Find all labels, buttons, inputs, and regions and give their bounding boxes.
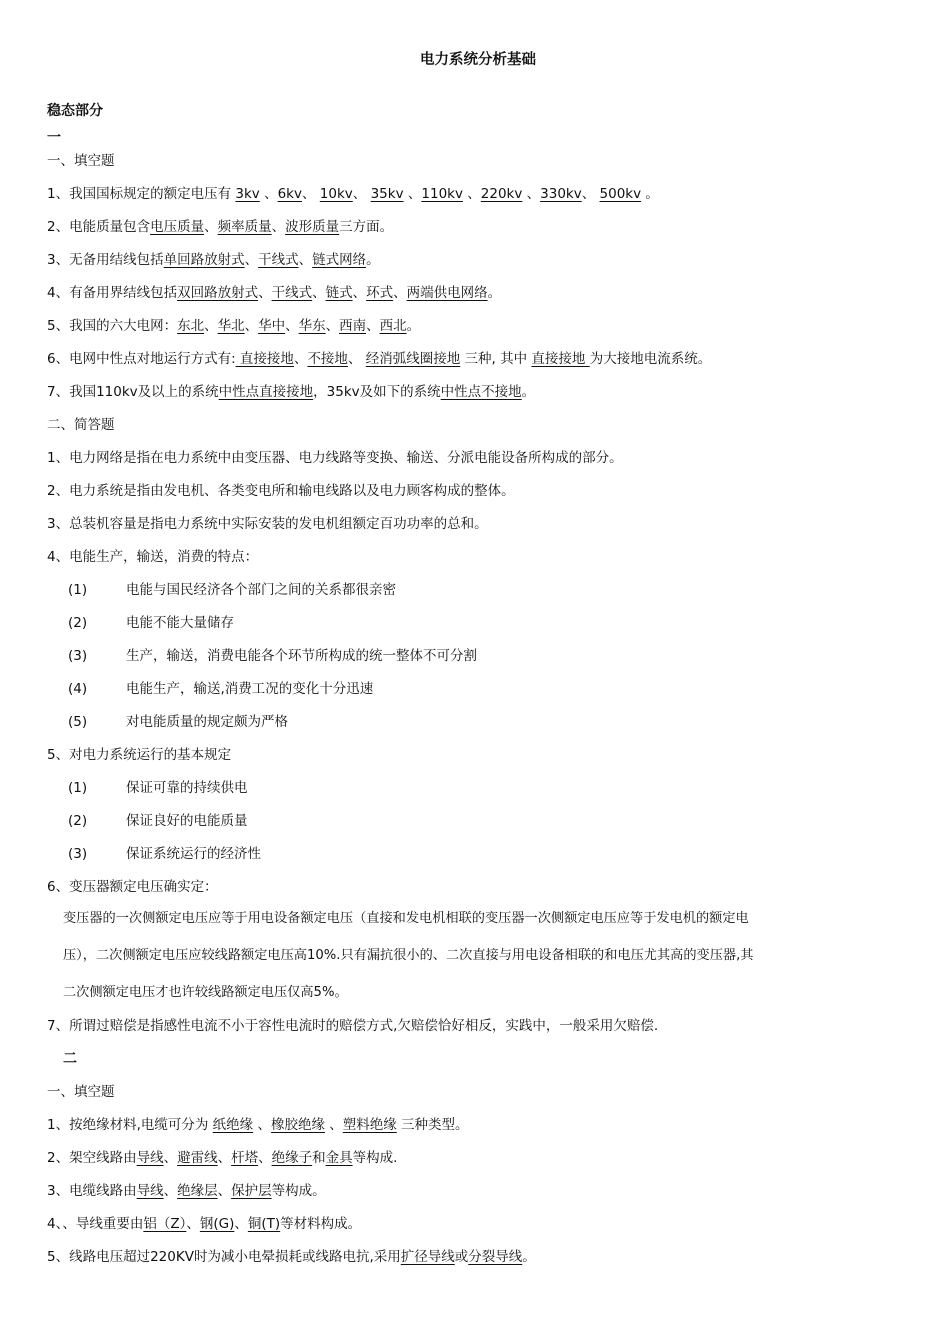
question-text: 。 <box>521 384 536 400</box>
underlined-answer: 中性点直接接地 <box>218 384 314 400</box>
underlined-answer: 塑料绝缘 <box>342 1117 397 1133</box>
question-text: 、 <box>244 318 259 334</box>
underlined-answer: 经消弧线圈接地 <box>365 351 461 367</box>
answer-text: 1、电力网络是指在电力系统中由变压器、电力线路等变换、输送、分派电能设备所构成的部分。 <box>47 450 623 466</box>
question-text: 。 <box>406 318 421 334</box>
question-text: 、 <box>217 1183 232 1199</box>
underlined-answer: 杆塔 <box>231 1150 259 1166</box>
question-text: 。 <box>641 186 659 202</box>
section-heading: 一、填空题 <box>47 1084 115 1100</box>
fill-question <box>47 349 711 369</box>
question-text: 、 <box>285 318 299 334</box>
list-item-text: 保证良好的电能质量 <box>126 813 248 829</box>
question-text: 、 <box>462 186 481 202</box>
question-text: 、 <box>204 219 218 235</box>
question-text: 2、架空线路由 <box>47 1150 137 1166</box>
fill-question <box>47 1115 469 1135</box>
part-heading: 稳态部分 <box>47 103 103 119</box>
list-item-text: 对电能质量的规定颇为严格 <box>126 714 288 730</box>
question-text: 、 <box>403 186 422 202</box>
page-title: 电力系统分析基础 <box>420 52 536 68</box>
question-text: 7、我国110kv及以上的系统 <box>47 384 219 400</box>
question-text: 、 <box>244 252 259 268</box>
question-text: 、 <box>204 318 218 334</box>
underlined-answer: 华中 <box>258 318 286 334</box>
underlined-answer: 金具 <box>325 1150 353 1166</box>
question-text: 等构成. <box>352 1150 398 1166</box>
underlined-answer: 铜(T) <box>247 1216 281 1232</box>
paragraph-line: 压），二次侧额定电压应较线路额定电压高10%.只有漏抗很小的、二次直接与用电设备相联的和电压尤其高的变压器,其 <box>63 948 754 963</box>
question-text: 、 <box>302 186 320 202</box>
question-text: 、 <box>352 186 371 202</box>
list-item-text: 生产，输送，消费电能各个环节所构成的统一整体不可分割 <box>126 648 477 664</box>
list-item-text: 电能不能大量储存 <box>126 615 234 631</box>
paragraph-line: 二次侧额定电压才也许较线路额定电压仅高5%。 <box>63 985 348 1000</box>
underlined-answer: 绝缘层 <box>177 1183 218 1199</box>
list-item <box>68 580 396 600</box>
question-text: 6、电网中性点对地运行方式有: <box>47 351 236 367</box>
question-text: 1、我国国标规定的额定电压有 <box>47 186 236 202</box>
question-text: 、 <box>312 285 326 301</box>
question-text: 、 <box>259 186 278 202</box>
underlined-answer: 分裂导线 <box>468 1249 523 1265</box>
question-text: 、 <box>163 1183 178 1199</box>
paragraph-line: 变压器的一次侧额定电压应等于用电设备额定电压（直接和发电机相联的变压器一次侧额定电压应等于发电机的额定电 <box>63 911 749 926</box>
underlined-answer: 3kv <box>235 186 260 202</box>
answer-text: 5、对电力系统运行的基本规定 <box>47 747 232 763</box>
question-text: 3、电缆线路由 <box>47 1183 137 1199</box>
underlined-answer: 干线式 <box>271 285 313 301</box>
underlined-answer: 6kv <box>277 186 302 202</box>
underlined-answer: 两端供电网络 <box>406 285 488 301</box>
underlined-answer: 绝缘子 <box>271 1150 313 1166</box>
question-text: 、 <box>217 1150 232 1166</box>
underlined-answer: 电压质量 <box>150 219 205 235</box>
list-item <box>68 613 234 633</box>
list-item-text: 保证可靠的持续供电 <box>126 780 248 796</box>
underlined-answer: 500kv <box>599 186 642 202</box>
fill-question <box>47 316 420 336</box>
underlined-answer: 双回路放射式 <box>177 285 259 301</box>
list-item-text: 电能生产，输送,消费工况的变化十分迅速 <box>126 681 374 697</box>
underlined-answer: 直接接地 <box>235 351 294 367</box>
list-item <box>68 811 248 831</box>
fill-question <box>47 1214 361 1234</box>
underlined-answer: 扩径导线 <box>400 1249 455 1265</box>
fill-question <box>47 283 501 303</box>
question-text: 、 <box>234 1216 248 1232</box>
list-item <box>68 679 373 699</box>
list-item-number: (1) <box>68 780 88 796</box>
list-item-number: (5) <box>68 714 88 730</box>
question-text: 、 <box>522 186 541 202</box>
underlined-answer: 10kv <box>319 186 353 202</box>
list-item-number: (2) <box>68 615 88 631</box>
question-text: 、 <box>258 285 272 301</box>
underlined-answer: 220kv <box>480 186 523 202</box>
answer-text: 4、电能生产，输送，消费的特点： <box>47 549 259 565</box>
question-text: 。 <box>366 252 380 268</box>
underlined-answer: 钢(G) <box>199 1216 235 1232</box>
underlined-answer: 330kv <box>540 186 582 202</box>
question-text: 为大接地电流系统。 <box>589 351 712 367</box>
question-text: 和 <box>312 1150 326 1166</box>
underlined-answer: 避雷线 <box>177 1150 218 1166</box>
question-text: 三方面。 <box>339 219 394 235</box>
underlined-answer: 中性点不接地 <box>440 384 522 400</box>
question-text: 、 <box>347 351 366 367</box>
section-heading: 一、填空题 <box>47 153 115 169</box>
answer-text: 6、变压器额定电压确实定： <box>47 879 218 895</box>
list-item-number: (1) <box>68 582 88 598</box>
section-marker: 一 <box>47 130 61 146</box>
question-text: 、 <box>186 1216 200 1232</box>
question-text: 或 <box>454 1249 469 1265</box>
question-text: 、 <box>293 351 308 367</box>
underlined-answer: 110kv <box>421 186 463 202</box>
underlined-answer: 单回路放射式 <box>163 252 245 268</box>
list-item-text: 保证系统运行的经济性 <box>126 846 261 862</box>
fill-question <box>47 1181 326 1201</box>
underlined-answer: 直接接地 <box>531 351 590 367</box>
question-text: ，35kv及如下的系统 <box>313 384 441 400</box>
question-text: 3、无备用结线包括 <box>47 252 164 268</box>
question-text: 、 <box>258 1150 272 1166</box>
underlined-answer: 铝（Z） <box>143 1216 187 1232</box>
question-text: 、 <box>163 1150 178 1166</box>
question-text: 5、我国的六大电网： <box>47 318 178 334</box>
underlined-answer: 保护层 <box>231 1183 272 1199</box>
question-text: 4、、导线重要由 <box>47 1216 144 1232</box>
section-heading: 二、简答题 <box>47 417 115 433</box>
list-item <box>68 646 477 666</box>
underlined-answer: 橡胶绝缘 <box>270 1117 325 1133</box>
underlined-answer: 不接地 <box>307 351 348 367</box>
question-text: 、 <box>352 285 367 301</box>
question-text: 。 <box>522 1249 536 1265</box>
underlined-answer: 华东 <box>298 318 326 334</box>
question-text: 、 <box>393 285 407 301</box>
question-text: 、 <box>253 1117 271 1133</box>
underlined-answer: 导线 <box>136 1150 164 1166</box>
answer-text: 3、总装机容量是指电力系统中实际安装的发电机组额定百功功率的总和。 <box>47 516 488 532</box>
fill-question <box>47 1148 397 1168</box>
fill-question <box>47 184 659 204</box>
list-item-number: (3) <box>68 846 88 862</box>
list-item <box>68 712 288 732</box>
underlined-answer: 35kv <box>370 186 404 202</box>
underlined-answer: 西北 <box>379 318 407 334</box>
underlined-answer: 链式 <box>325 285 353 301</box>
section-marker: 二 <box>63 1051 77 1067</box>
list-item-number: (3) <box>68 648 88 664</box>
underlined-answer: 环式 <box>366 285 394 301</box>
underlined-answer: 干线式 <box>258 252 299 268</box>
question-text: 等构成。 <box>271 1183 326 1199</box>
answer-text: 2、电力系统是指由发电机、各类变电所和输电线路以及电力顾客构成的整体。 <box>47 483 515 499</box>
question-text: 等材料构成。 <box>280 1216 362 1232</box>
underlined-answer: 频率质量 <box>217 219 272 235</box>
answer-text: 7、所谓过赔偿是指感性电流不小于容性电流时的赔偿方式,欠赔偿恰好相反，实践中，一般采用欠赔偿. <box>47 1018 659 1034</box>
fill-question <box>47 250 380 270</box>
fill-question <box>47 217 393 237</box>
underlined-answer: 链式网络 <box>312 252 367 268</box>
underlined-answer: 东北 <box>177 318 205 334</box>
fill-question <box>47 1247 536 1267</box>
underlined-answer: 导线 <box>136 1183 164 1199</box>
question-text: 、 <box>324 1117 343 1133</box>
question-text: 、 <box>298 252 313 268</box>
underlined-answer: 波形质量 <box>285 219 340 235</box>
list-item <box>68 844 261 864</box>
question-text: 5、线路电压超过220KV时为减小电晕损耗或线路电抗,采用 <box>47 1249 401 1265</box>
question-text: 、 <box>366 318 380 334</box>
question-text: 1、按绝缘材料,电缆可分为 <box>47 1117 213 1133</box>
list-item-number: (4) <box>68 681 88 697</box>
list-item-text: 电能与国民经济各个部门之间的关系都很亲密 <box>126 582 396 598</box>
underlined-answer: 纸绝缘 <box>212 1117 254 1133</box>
list-item <box>68 778 248 798</box>
question-text: 4、有备用界结线包括 <box>47 285 178 301</box>
question-text: 2、电能质量包含 <box>47 219 151 235</box>
question-text: 三种, 其中 <box>460 351 532 367</box>
question-text: 、 <box>325 318 340 334</box>
question-text: 、 <box>581 186 600 202</box>
underlined-answer: 华北 <box>217 318 245 334</box>
underlined-answer: 西南 <box>339 318 367 334</box>
list-item-number: (2) <box>68 813 88 829</box>
question-text: 三种类型。 <box>396 1117 469 1133</box>
fill-question <box>47 382 535 402</box>
question-text: 。 <box>487 285 502 301</box>
question-text: 、 <box>271 219 286 235</box>
